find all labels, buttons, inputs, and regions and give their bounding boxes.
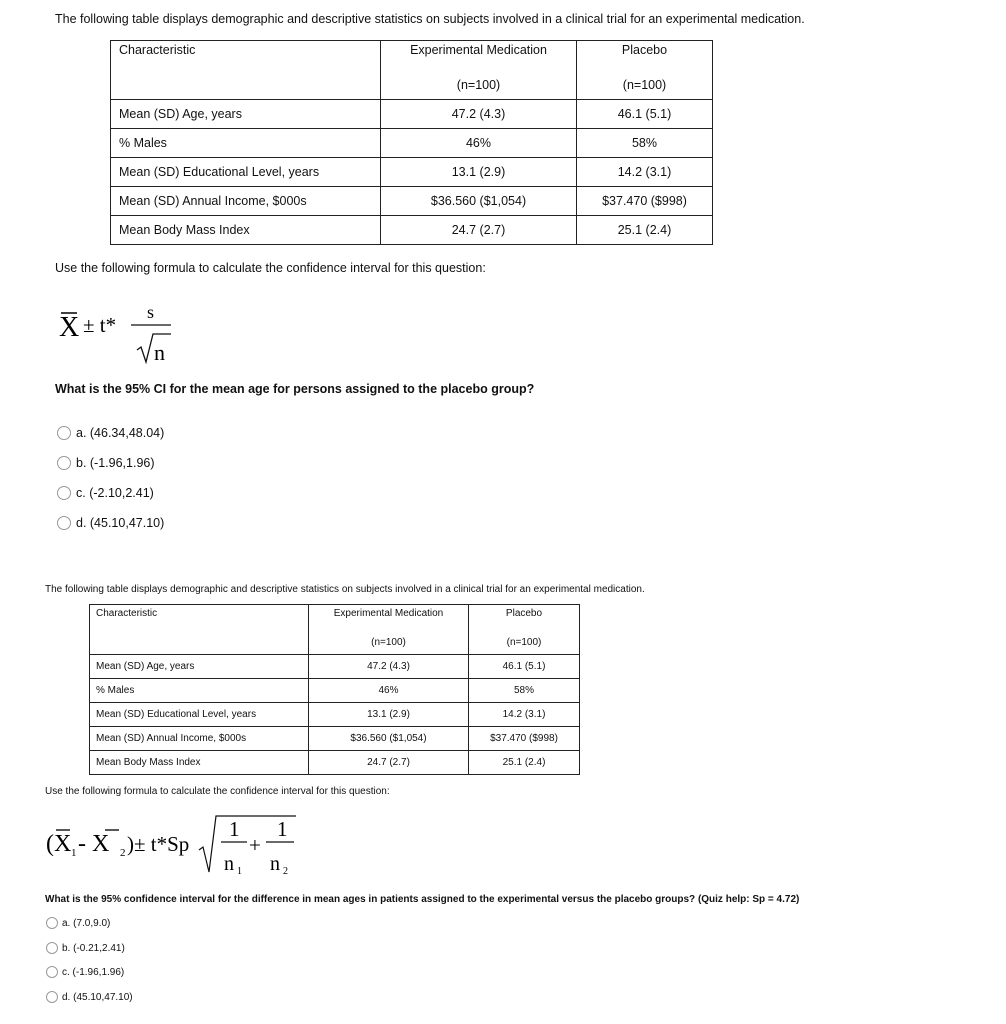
formula-denominator-n2: n xyxy=(270,853,280,875)
experimental-value: 24.7 (2.7) xyxy=(381,216,577,245)
formula-open-x1: (X xyxy=(46,831,72,857)
formula-numerator-2: 1 xyxy=(277,817,288,841)
header-experimental: Experimental Medication xyxy=(309,605,469,632)
subheader-empty xyxy=(111,71,381,100)
radio-button[interactable] xyxy=(46,991,58,1003)
table-row xyxy=(111,100,713,129)
placebo-value: 14.2 (3.1) xyxy=(577,158,713,187)
placebo-value: 14.2 (3.1) xyxy=(469,703,580,727)
table-header-row xyxy=(111,41,713,72)
table-row xyxy=(90,679,580,703)
radio-button[interactable] xyxy=(57,486,71,500)
header-placebo: Placebo xyxy=(577,41,713,72)
placebo-value: 46.1 (5.1) xyxy=(469,655,580,679)
experimental-value: $36.560 ($1,054) xyxy=(381,187,577,216)
q1-option-d[interactable] xyxy=(57,516,164,530)
header-experimental: Experimental Medication xyxy=(381,41,577,72)
formula-xbar: X xyxy=(59,312,80,343)
demographics-table-1 xyxy=(110,40,713,245)
formula-sub-2: 2 xyxy=(120,847,126,859)
placebo-value: 46.1 (5.1) xyxy=(577,100,713,129)
row-label: Mean (SD) Annual Income, $000s xyxy=(111,187,381,216)
subheader-experimental-n: (n=100) xyxy=(381,71,577,100)
row-label: Mean (SD) Age, years xyxy=(111,100,381,129)
demographics-table-2 xyxy=(89,604,580,775)
experimental-value: 46% xyxy=(309,679,469,703)
option-label: d. (45.10,47.10) xyxy=(62,991,133,1003)
table-row xyxy=(111,187,713,216)
option-label: c. (-2.10,2.41) xyxy=(76,486,154,500)
option-label: a. (7.0,9.0) xyxy=(62,917,111,929)
option-label: d. (45.10,47.10) xyxy=(76,516,165,530)
q1-option-b[interactable] xyxy=(57,456,155,470)
q1-option-c[interactable] xyxy=(57,486,154,500)
placebo-value: $37.470 ($998) xyxy=(577,187,713,216)
experimental-value: 46% xyxy=(381,129,577,158)
header-characteristic: Characteristic xyxy=(111,41,381,72)
radio-button[interactable] xyxy=(46,917,58,929)
table-row xyxy=(90,703,580,727)
row-label: Mean Body Mass Index xyxy=(111,216,381,245)
table-subheader-row xyxy=(90,631,580,655)
q2-option-b[interactable] xyxy=(46,942,125,954)
formula-instruction-2: Use the following formula to calculate the confidence interval for this question: xyxy=(45,786,390,797)
formula-pm-t: ± t* xyxy=(83,313,117,337)
subheader-placebo-n: (n=100) xyxy=(577,71,713,100)
q2-option-d[interactable] xyxy=(46,991,133,1003)
intro-text-1: The following table displays demographic and descriptive statistics on subjects involved in a clinical trial for an experimental medication. xyxy=(55,12,805,26)
row-label: Mean (SD) Annual Income, $000s xyxy=(90,727,309,751)
subheader-placebo-n: (n=100) xyxy=(469,631,580,655)
radio-button[interactable] xyxy=(57,516,71,530)
table-row xyxy=(111,158,713,187)
placebo-value: 25.1 (2.4) xyxy=(577,216,713,245)
table-row xyxy=(90,655,580,679)
header-characteristic: Characteristic xyxy=(90,605,309,632)
formula-denominator: n xyxy=(154,340,165,365)
q2-option-a[interactable] xyxy=(46,917,110,929)
formula-plus: + xyxy=(249,833,261,857)
placebo-value: 58% xyxy=(577,129,713,158)
experimental-value: 13.1 (2.9) xyxy=(381,158,577,187)
row-label: % Males xyxy=(90,679,309,703)
formula-n2-sub: 2 xyxy=(283,866,288,877)
formula-n1-sub: 1 xyxy=(237,866,242,877)
formula-denominator-n1: n xyxy=(224,853,234,875)
radio-button[interactable] xyxy=(57,426,71,440)
experimental-value: 47.2 (4.3) xyxy=(381,100,577,129)
row-label: % Males xyxy=(111,129,381,158)
row-label: Mean (SD) Educational Level, years xyxy=(90,703,309,727)
formula-sub-1: 1 xyxy=(71,847,77,859)
experimental-value: 13.1 (2.9) xyxy=(309,703,469,727)
formula-close-t-sp: )± t*Sp xyxy=(127,832,190,856)
experimental-value: $36.560 ($1,054) xyxy=(309,727,469,751)
experimental-value: 24.7 (2.7) xyxy=(309,751,469,775)
header-placebo: Placebo xyxy=(469,605,580,632)
table-row xyxy=(90,751,580,775)
table-subheader-row xyxy=(111,71,713,100)
placebo-value: 25.1 (2.4) xyxy=(469,751,580,775)
row-label: Mean (SD) Age, years xyxy=(90,655,309,679)
table-row xyxy=(111,216,713,245)
question-1: What is the 95% CI for the mean age for persons assigned to the placebo group? xyxy=(55,382,535,396)
subheader-experimental-n: (n=100) xyxy=(309,631,469,655)
option-label: a. (46.34,48.04) xyxy=(76,426,165,440)
option-label: c. (-1.96,1.96) xyxy=(62,966,125,978)
option-label: b. (-1.96,1.96) xyxy=(76,456,155,470)
table-row xyxy=(111,129,713,158)
intro-text-2: The following table displays demographic and descriptive statistics on subjects involved in a clinical trial for an experimental medication. xyxy=(45,584,645,595)
q1-option-a[interactable] xyxy=(57,426,164,440)
formula-minus-x2: - X xyxy=(78,831,110,857)
row-label: Mean Body Mass Index xyxy=(90,751,309,775)
radio-button[interactable] xyxy=(46,942,58,954)
ci-formula-1 xyxy=(55,294,195,370)
row-label: Mean (SD) Educational Level, years xyxy=(111,158,381,187)
formula-numerator-1: 1 xyxy=(229,817,240,841)
experimental-value: 47.2 (4.3) xyxy=(309,655,469,679)
table-row xyxy=(90,727,580,751)
table-header-row xyxy=(90,605,580,632)
q2-option-c[interactable] xyxy=(46,966,124,978)
formula-numerator: s xyxy=(147,302,155,322)
question-2: What is the 95% confidence interval for the difference in mean ages in patients assigned to the experimental versus the placebo groups? (Quiz help: Sp = 4.72) xyxy=(45,894,800,905)
placebo-value: 58% xyxy=(469,679,580,703)
radio-button[interactable] xyxy=(46,966,58,978)
subheader-empty xyxy=(90,631,309,655)
formula-instruction-1: Use the following formula to calculate the confidence interval for this question: xyxy=(55,261,486,275)
placebo-value: $37.470 ($998) xyxy=(469,727,580,751)
radio-button[interactable] xyxy=(57,456,71,470)
diff-ci-formula xyxy=(44,810,314,882)
option-label: b. (-0.21,2.41) xyxy=(62,942,125,954)
